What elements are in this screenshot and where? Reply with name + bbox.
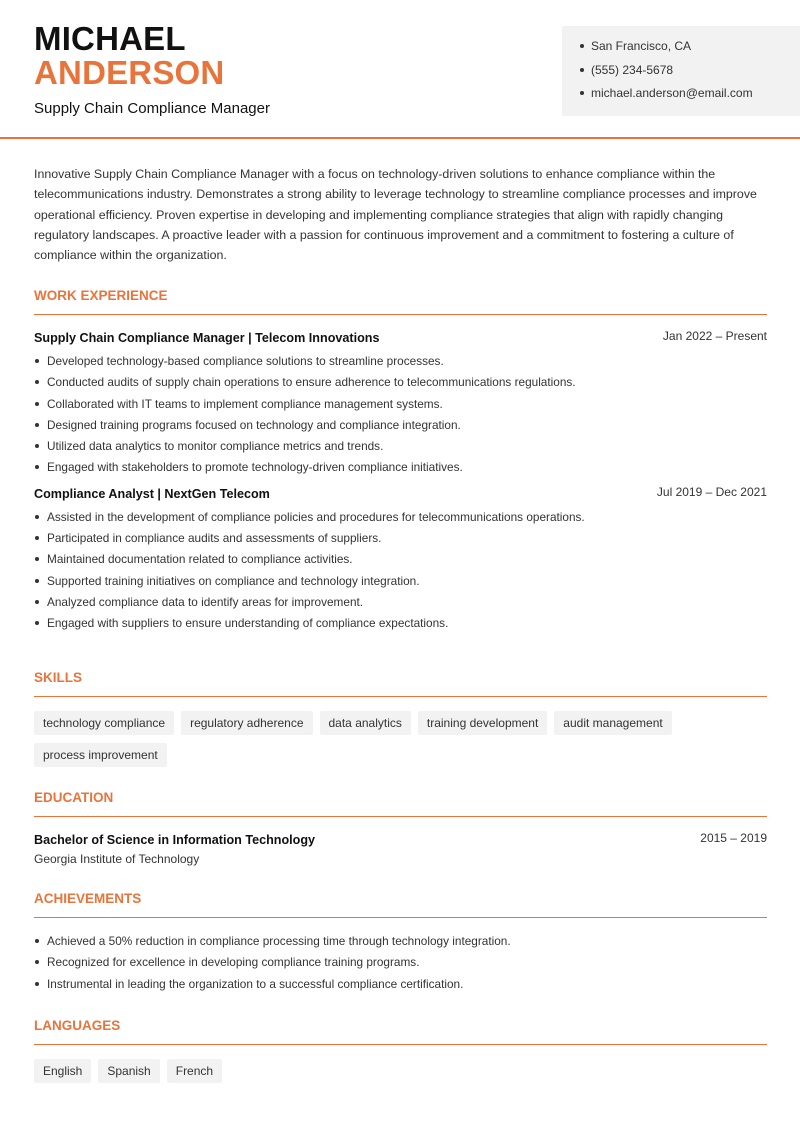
candidate-name (34, 22, 224, 90)
skill-tag: regulatory adherence (181, 711, 312, 735)
skill-tag: training development (418, 711, 547, 735)
section-title-education: EDUCATION (34, 790, 767, 817)
list-item: Analyzed compliance data to identify areas for improvement. (34, 594, 767, 615)
skills-section (34, 670, 767, 767)
list-item: Engaged with stakeholders to promote technology-driven compliance initiatives. (34, 459, 767, 480)
first-name: MICHAEL (34, 20, 186, 57)
language-tag: English (34, 1059, 91, 1083)
contact-email[interactable]: michael.anderson@email.com (580, 85, 800, 109)
job-title-headline: Supply Chain Compliance Manager (34, 100, 270, 117)
job-date: Jan 2022 – Present (662, 329, 767, 343)
section-title-skills: SKILLS (34, 670, 767, 697)
list-item: Maintained documentation related to compliance activities. (34, 551, 767, 572)
list-item: Utilized data analytics to monitor compliance metrics and trends. (34, 438, 767, 459)
list-item: Collaborated with IT teams to implement compliance management systems. (34, 396, 767, 417)
resume-header (0, 0, 800, 139)
school-name: Georgia Institute of Technology (34, 852, 200, 866)
contact-location: San Francisco, CA (580, 38, 800, 62)
list-item: Designed training programs focused on technology and compliance integration. (34, 417, 767, 438)
section-title-work: WORK EXPERIENCE (34, 288, 767, 315)
list-item: Conducted audits of supply chain operations to ensure adherence to telecommunications regulations. (34, 374, 767, 395)
education-section (34, 790, 767, 866)
list-item: Supported training initiatives on compliance and technology integration. (34, 573, 767, 594)
job-bullets (34, 353, 767, 481)
degree-title: Bachelor of Science in Information Technology (34, 833, 316, 847)
job-date: Jul 2019 – Dec 2021 (656, 484, 767, 499)
contact-phone: (555) 234-5678 (580, 62, 800, 86)
list-item: Engaged with suppliers to ensure understanding of compliance expectations. (34, 615, 767, 636)
work-experience-section (34, 288, 767, 637)
achievements-section (34, 891, 767, 997)
skill-tag: technology compliance (34, 711, 174, 735)
contact-box (562, 26, 800, 116)
skill-tag: audit management (554, 711, 671, 735)
section-title-achievements: ACHIEVEMENTS (34, 891, 767, 918)
job-bullets (34, 509, 767, 637)
language-tag: Spanish (98, 1059, 159, 1083)
languages-section (34, 1018, 767, 1083)
job-header (34, 329, 767, 347)
profile-summary: Innovative Supply Chain Compliance Manager with a focus on technology-driven solutions to enhance compliance within the telecommunications industry. Demonstrates a strong ability to leverage technology to streamline compliance processes and improve operational efficiency. Proven expertise in developing and implementing compliance strategies that align with rapidly changing regulatory landscapes. A proactive leader with a passion for continuous improvement and a commitment to fostering a culture of compliance within the organization. (34, 167, 757, 263)
skill-tags (34, 711, 767, 767)
list-item: Developed technology-based compliance solutions to streamline processes. (34, 353, 767, 374)
last-name: ANDERSON (34, 54, 225, 91)
skill-tag: data analytics (320, 711, 411, 735)
achievement-bullets (34, 933, 767, 997)
list-item: Instrumental in leading the organization to a successful compliance certification. (34, 976, 767, 997)
list-item: Recognized for excellence in developing compliance training programs. (34, 954, 767, 975)
job-header (34, 485, 767, 503)
list-item: Assisted in the development of compliance policies and procedures for telecommunications operations. (34, 509, 767, 530)
section-title-languages: LANGUAGES (34, 1018, 767, 1045)
list-item: Participated in compliance audits and assessments of suppliers. (34, 530, 767, 551)
skill-tag: process improvement (34, 743, 167, 767)
job-title: Compliance Analyst | NextGen Telecom (34, 486, 270, 501)
language-tag: French (167, 1059, 222, 1083)
language-tags (34, 1059, 767, 1083)
education-date: 2015 – 2019 (700, 831, 767, 845)
list-item: Achieved a 50% reduction in compliance processing time through technology integration. (34, 933, 767, 954)
job-title: Supply Chain Compliance Manager | Telecom Innovations (34, 331, 380, 345)
education-header (34, 831, 767, 849)
